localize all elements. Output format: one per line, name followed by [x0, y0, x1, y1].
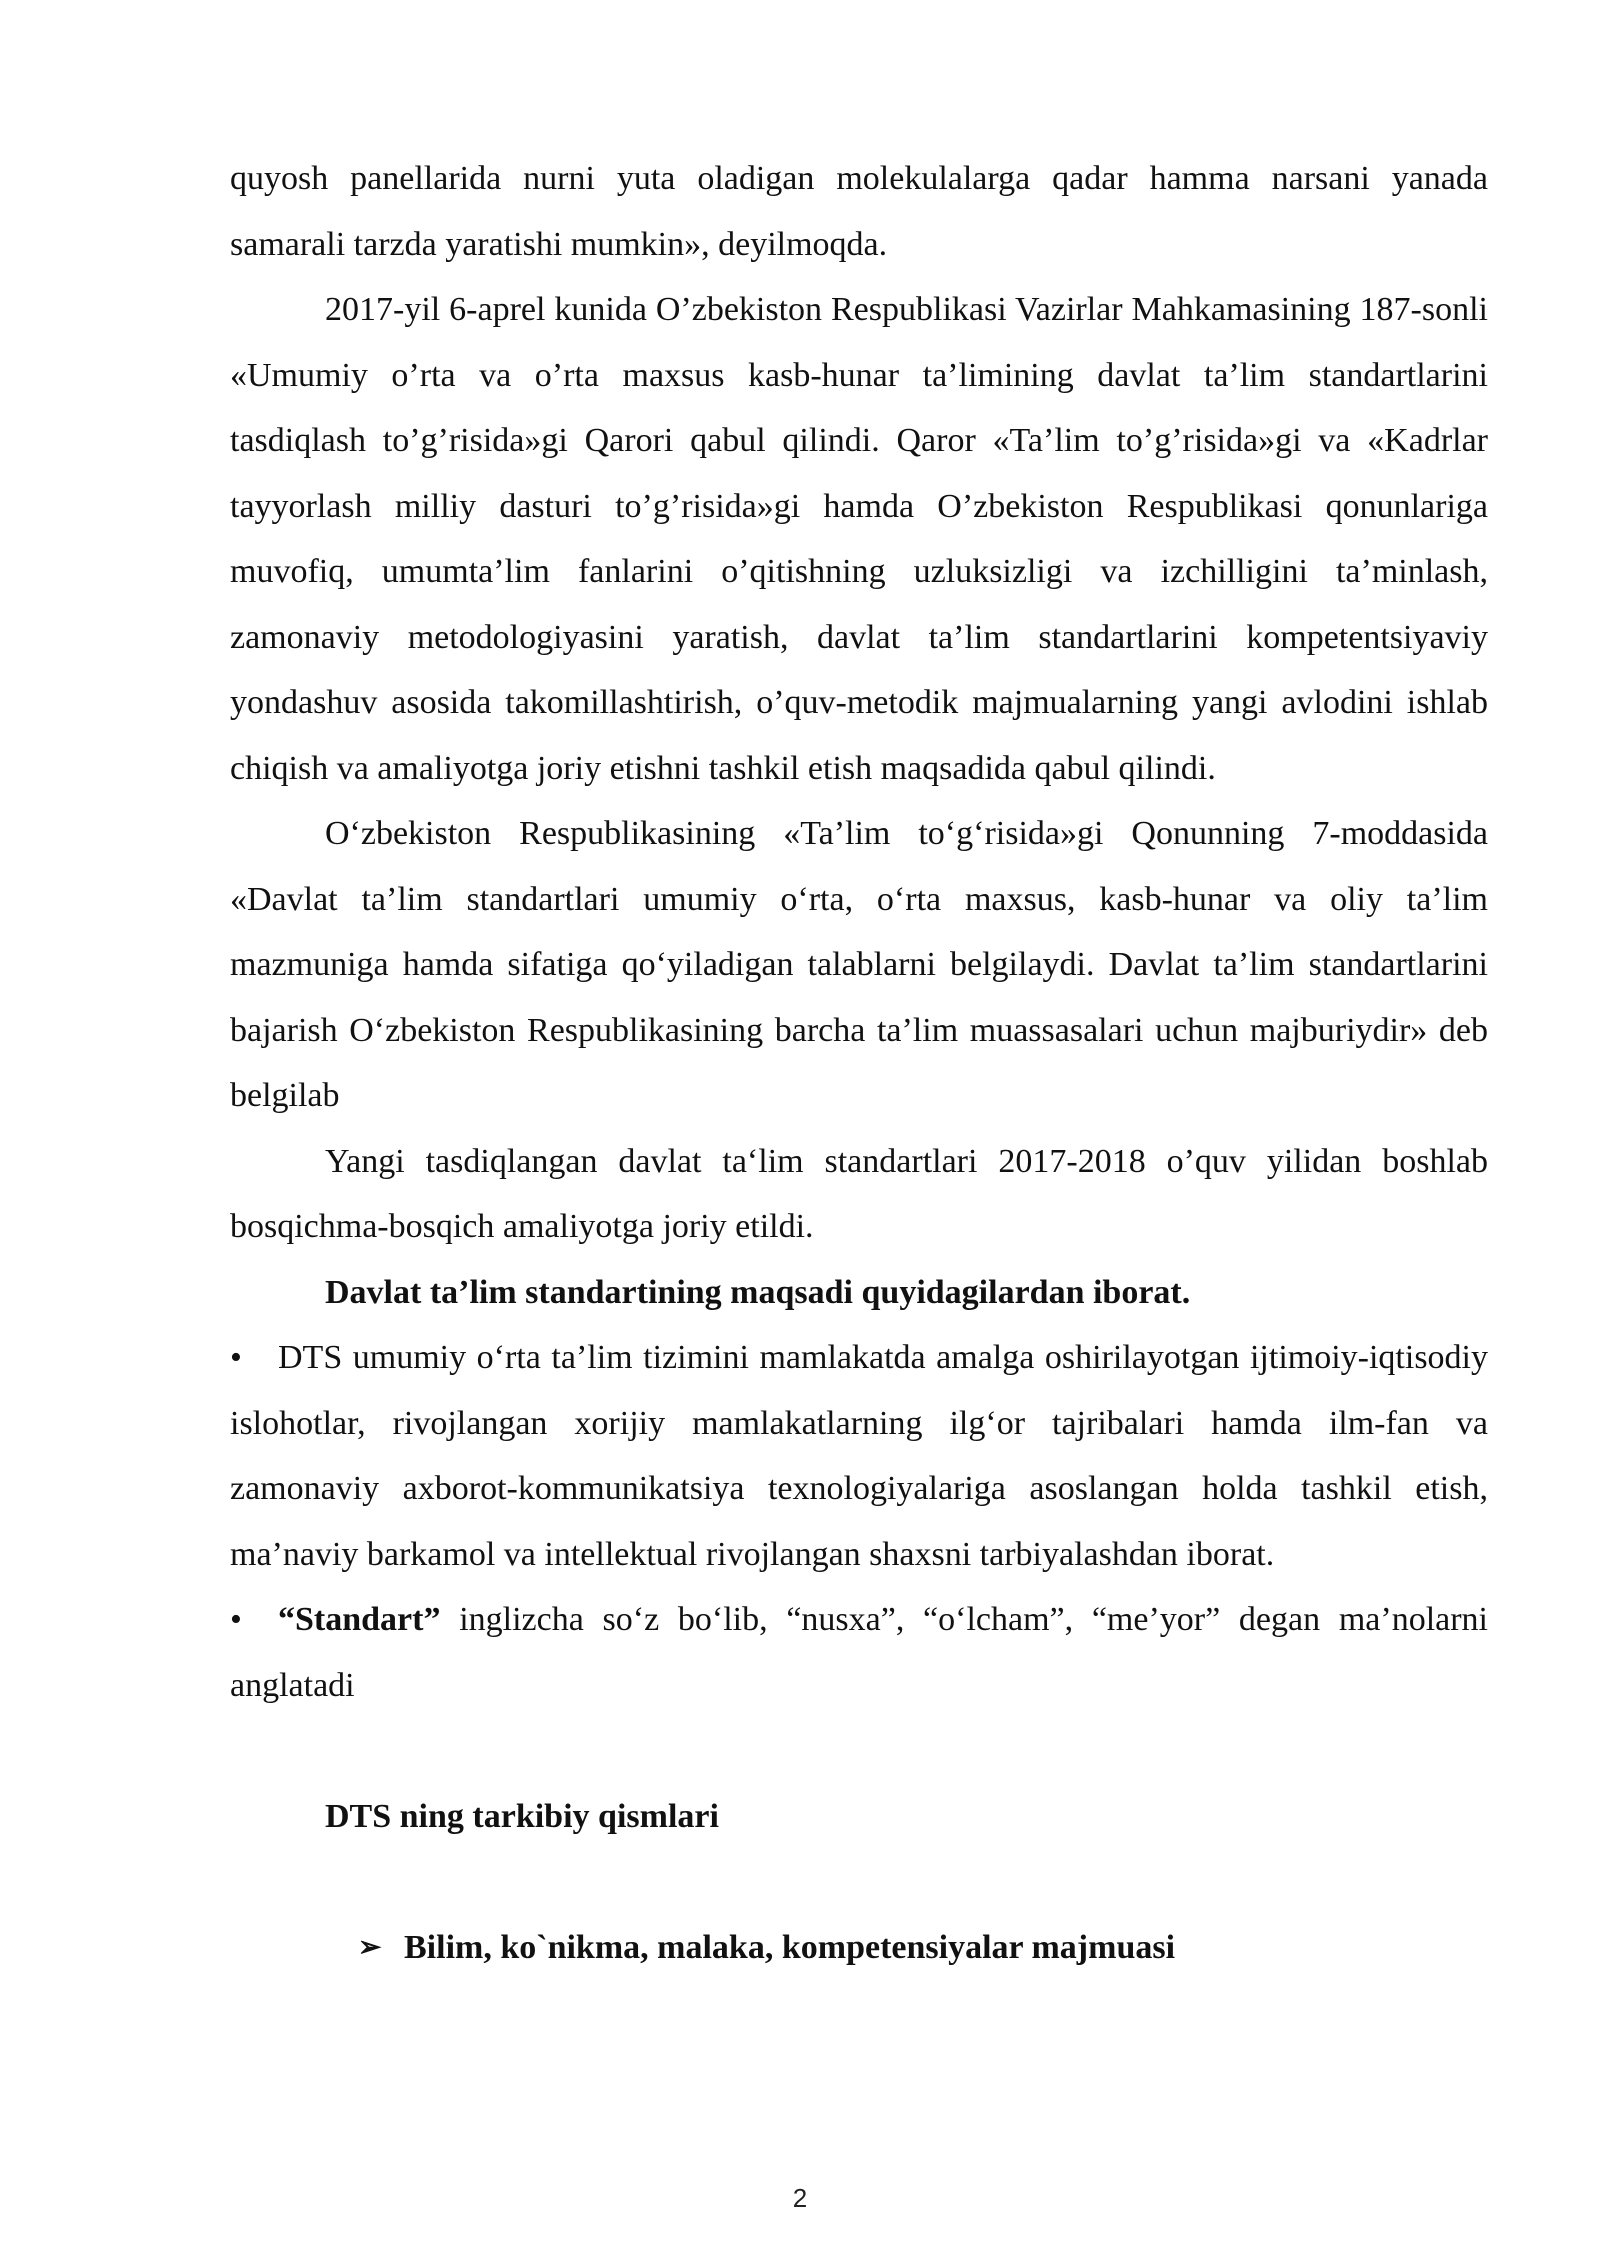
- arrow-list-item: [230, 1915, 1488, 1981]
- term-standart: “Standart”: [278, 1601, 441, 1638]
- paragraph-decree: 2017-yil 6-aprel kunida O’zbekiston Respublikasi Vazirlar Mahkamasining 187-sonli «Umumiy o’rta va o’rta maxsus kasb-hunar ta’limining davlat ta’lim standartlarini tasdiqlash to’g’risida»gi Qarori qabul qilindi. Qaror «Ta’lim to’g’risida»gi va «Kadrlar tayyorlash milliy dasturi to’g’risida»gi hamda O’zbekiston Respublikasi qonunlariga muvofiq, umumta’lim fanlarini o’qitishning uzluksizligi va izchilligini ta’minlash, zamonaviy metodologiyasini yaratish, davlat ta’lim standartlarini kompetentsiyaviy yondashuv asosida takomillashtirish, o’quv-metodik majmualarning yangi avlodini ishlab chiqish va amaliyotga joriy etishni tashkil etish maqsadida qabul qilindi.: [230, 291, 1488, 787]
- heading-standard-goal: Davlat ta’lim standartining maqsadi quyidagilardan iborat.: [325, 1273, 1191, 1311]
- paragraph-new-standards: Yangi tasdiqlangan davlat ta‘lim standartlari 2017-2018 o’quv yilidan boshlab bosqichma-bosqich amaliyotga joriy etildi.: [230, 1142, 1488, 1245]
- arrow-item-text: Bilim, ko`nikma, malaka, kompetensiyalar majmuasi: [404, 1928, 1176, 1966]
- blank-line: [230, 1718, 1488, 1784]
- page-number: 2: [792, 2183, 808, 2213]
- paragraph-intro: quyosh panellarida nurni yuta oladigan molekulalarga qadar hamma narsani yanada samarali tarzda yaratishi mumkin», deyilmoqda.: [230, 160, 1488, 263]
- paragraph-law-article: O‘zbekiston Respublikasining «Ta’lim to‘g‘risida»gi Qonunning 7-moddasida «Davlat ta’lim standartlari umumiy o‘rta, o‘rta maxsus, kasb-hunar va oliy ta’lim mazmuniga hamda sifatiga qo‘yiladigan talablarni belgilaydi. Davlat ta’lim standartlarini bajarish O‘zbekiston Respublikasining barcha ta’lim muassasalari uchun majburiydir» deb belgilab: [230, 815, 1488, 1114]
- bullet-icon: •: [230, 1601, 242, 1638]
- bullet-text: DTS umumiy o‘rta ta’lim tizimini mamlakatda amalga oshirilayotgan ijtimoiy-iqtisodiy islohotlar, rivojlangan xorijiy mamlakatlarning ilg‘or tajribalari hamda ilm-fan va zamonaviy axborot-kommunikatsiya texnologiyalariga asoslangan holda tashkil etish, ma’naviy barkamol va intellektual rivojlangan shaxsni tarbiyalashdan iborat.: [230, 1339, 1488, 1573]
- bullet-icon: •: [230, 1339, 242, 1376]
- bullet-item-dts-goal: [230, 1325, 1488, 1587]
- document-body: [230, 146, 1488, 1980]
- blank-line: [230, 1849, 1488, 1915]
- heading-dts-components: DTS ning tarkibiy qismlari: [325, 1797, 719, 1835]
- bullet-item-standard-definition: [230, 1587, 1488, 1718]
- arrow-bullet-icon: ➢: [358, 1931, 382, 1963]
- bullet-text: inglizcha so‘z bo‘lib, “nusxa”, “o‘lcham”, “me’yor” degan ma’nolarni anglatadi: [230, 1601, 1488, 1704]
